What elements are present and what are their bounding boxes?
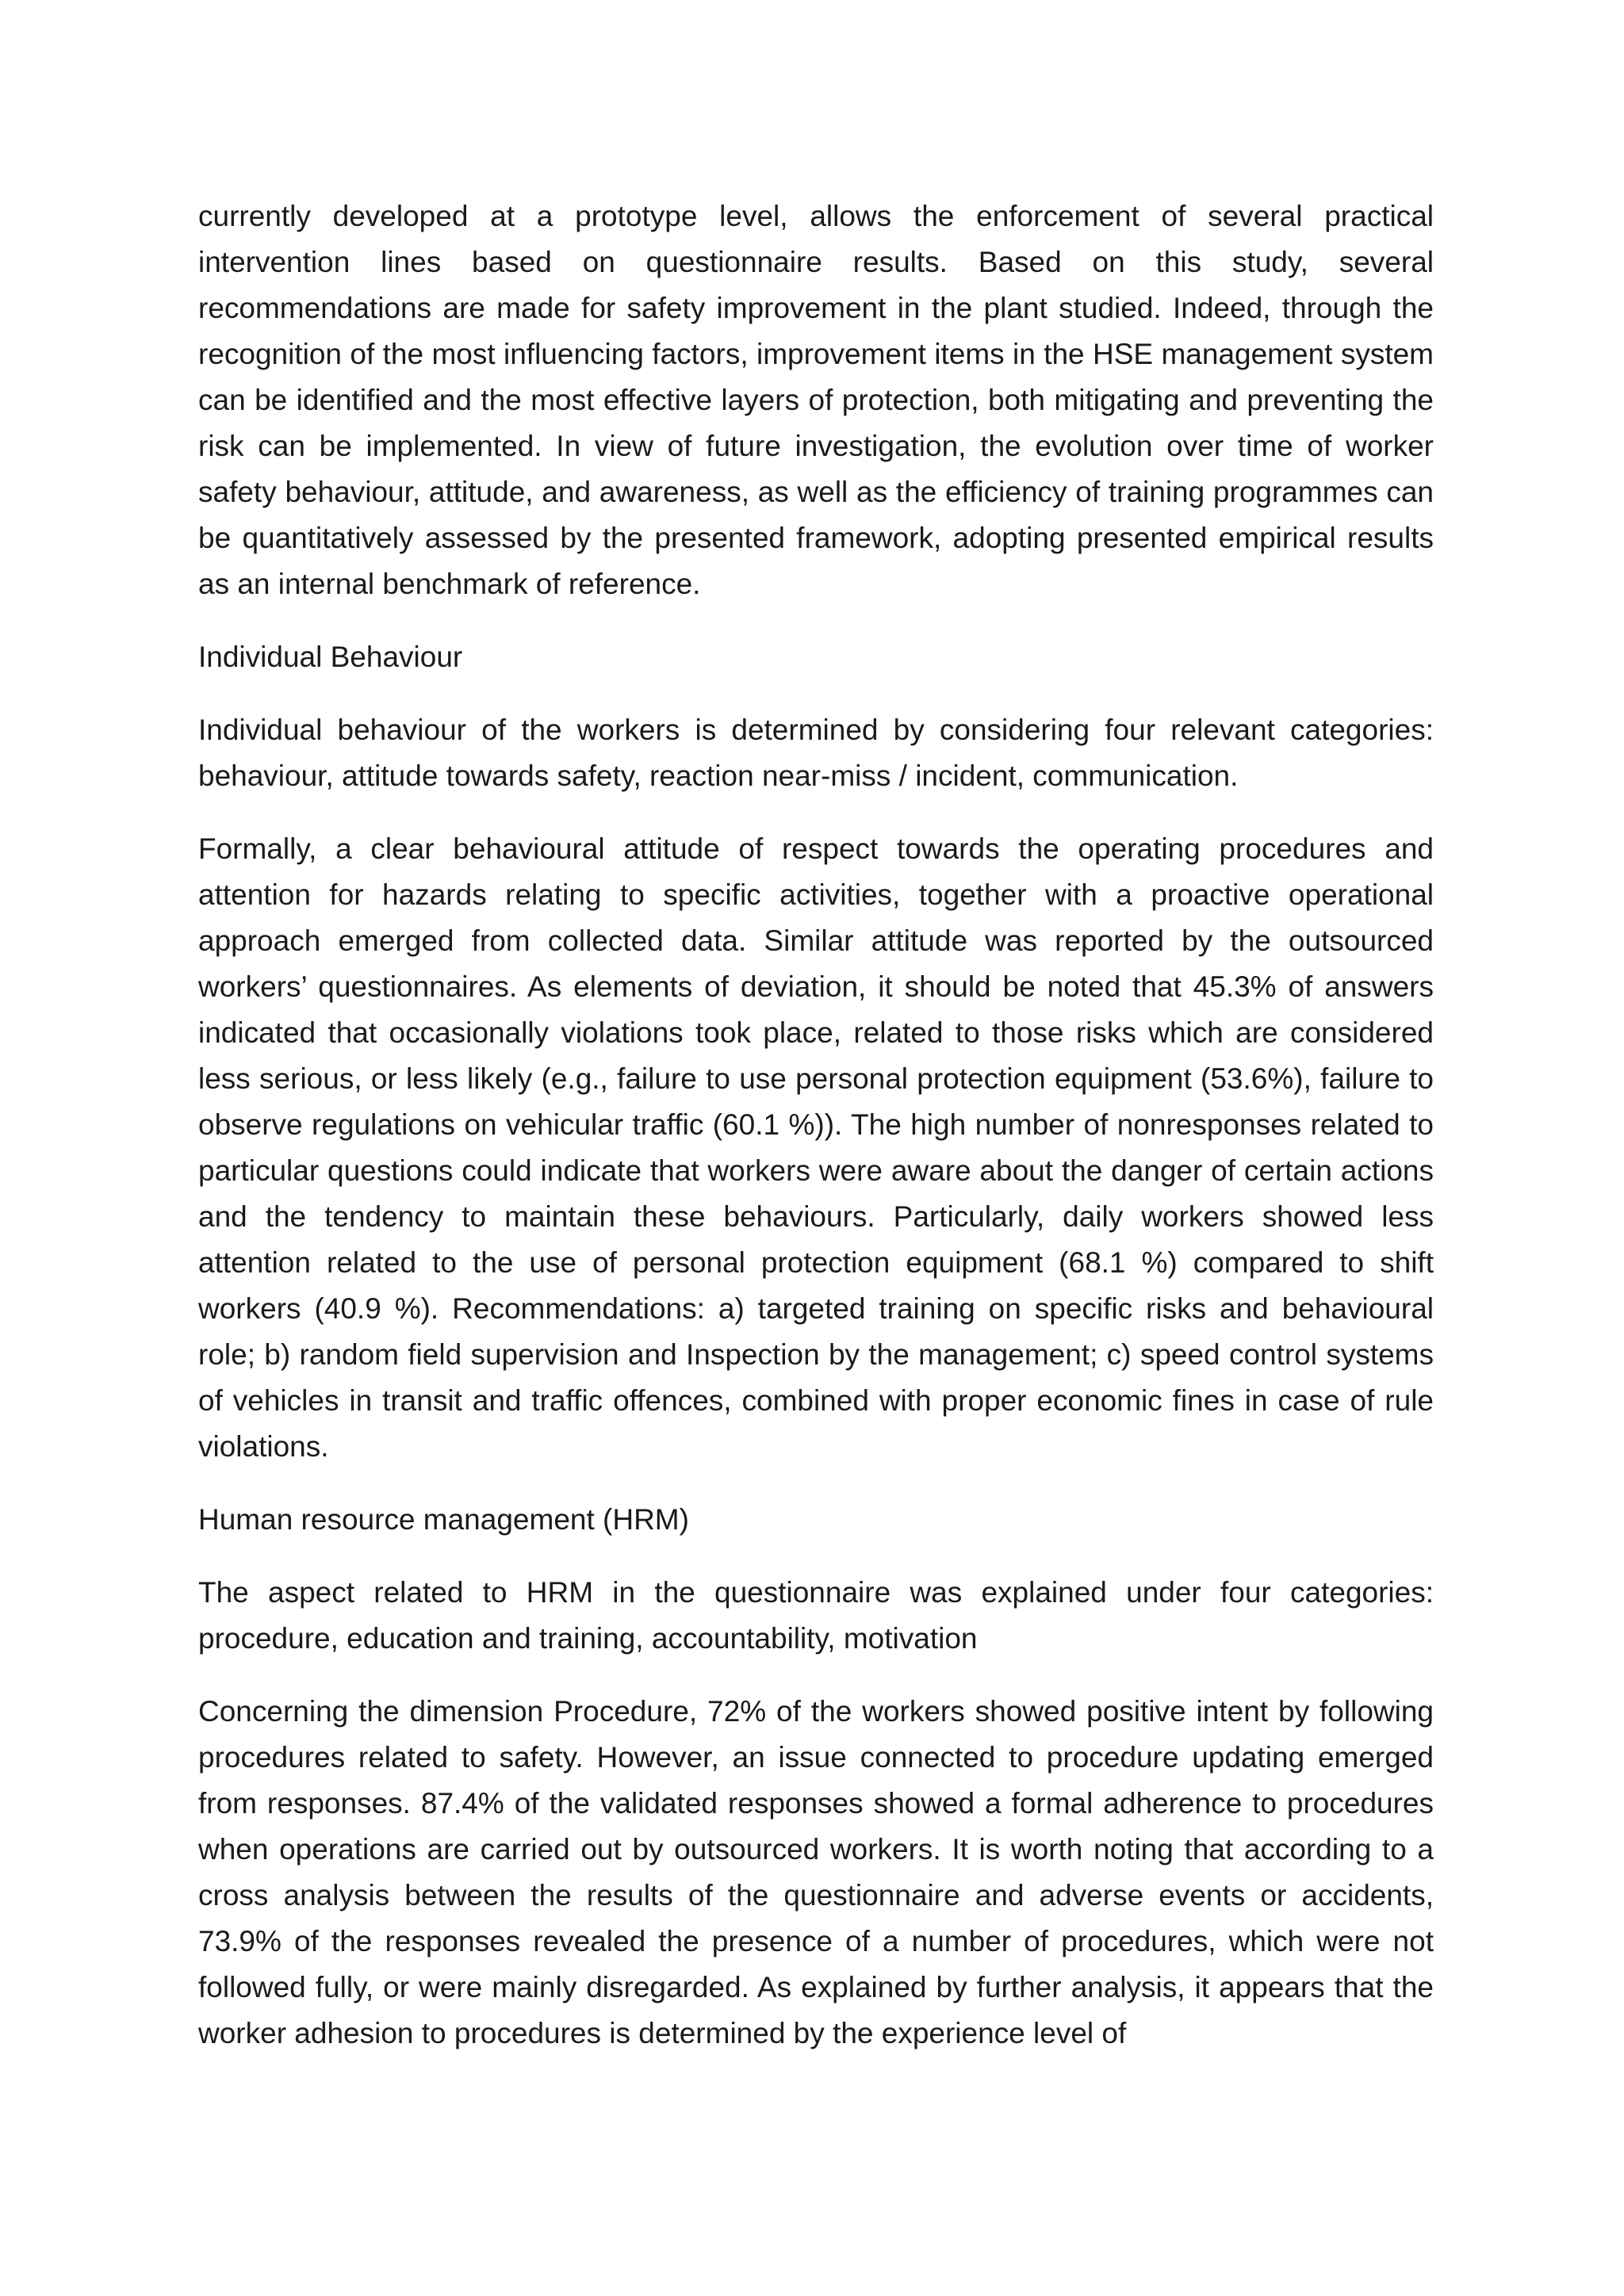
paragraph-hrm-categories: The aspect related to HRM in the questionnaire was explained under four categories: procedure, education and training, accountability, motivation: [198, 1576, 1434, 1655]
section-heading-individual-behaviour: Individual Behaviour: [198, 641, 463, 673]
paragraph-procedure-dimension: Concerning the dimension Procedure, 72% of the workers showed positive intent by following procedures related to safety. However, an issue connected to procedure updating emerged from responses. 87.4% of the validated responses showed a formal adherence to procedures when operations are carried out by outsourced workers. It is worth noting that according to a cross analysis between the results of the questionnaire and adverse events or accidents, 73.9% of the responses revealed the presence of a number of procedures, which were not followed fully, or were mainly disregarded. As explained by further analysis, it appears that the worker adhesion to procedures is determined by the experience level of: [198, 1695, 1434, 2049]
paragraph-individual-behaviour-categories: Individual behaviour of the workers is determined by considering four relevant categories: behaviour, attitude towards safety, reaction near-miss / incident, communication.: [198, 714, 1434, 792]
paragraph-conclusion-continuation: currently developed at a prototype level, allows the enforcement of several practical intervention lines based on questionnaire results. Based on this study, several recommendations are made for safety improvement in the plant studied. Indeed, through the recognition of the most influencing factors, improvement items in the HSE management system can be identified and the most effective layers of protection, both mitigating and preventing the risk can be implemented. In view of future investigation, the evolution over time of worker safety behaviour, attitude, and awareness, as well as the efficiency of training programmes can be quantitatively assessed by the presented framework, adopting presented empirical results as an internal benchmark of reference.: [198, 200, 1434, 600]
section-heading-hrm: Human resource management (HRM): [198, 1503, 689, 1536]
paragraph-behavioural-attitude: Formally, a clear behavioural attitude of respect towards the operating procedures and attention for hazards relating to specific activities, together with a proactive operational approach emerged from collected data. Similar attitude was reported by the outsourced workers’ questionnaires. As elements of deviation, it should be noted that 45.3% of answers indicated that occasionally violations took place, related to those risks which are considered less serious, or less likely (e.g., failure to use personal protection equipment (53.6%), failure to observe regulations on vehicular traffic (60.1 %)). The high number of nonresponses related to particular questions could indicate that workers were aware about the danger of certain actions and the tendency to maintain these behaviours. Particularly, daily workers showed less attention related to the use of personal protection equipment (68.1 %) compared to shift workers (40.9 %). Recommendations: a) targeted training on specific risks and behavioural role; b) random field supervision and Inspection by the management; c) speed control systems of vehicles in transit and traffic offences, combined with proper economic fines in case of rule violations.: [198, 832, 1434, 1463]
document-page: [198, 193, 1434, 2084]
